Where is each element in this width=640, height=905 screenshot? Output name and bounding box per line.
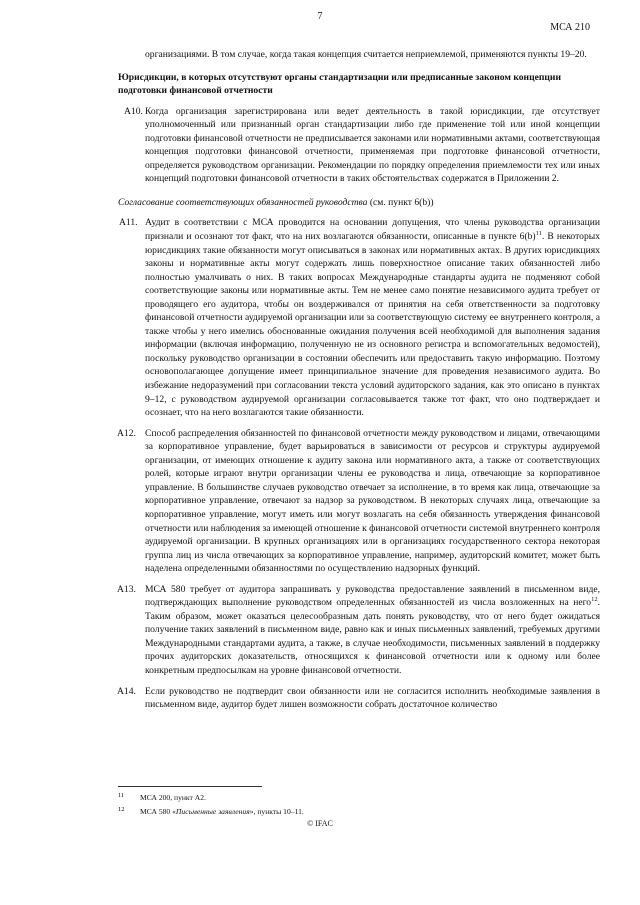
- document-code: МСА 210: [550, 22, 590, 33]
- paragraph-a10: [124, 105, 600, 186]
- section-heading: Юрисдикции, в которых отсутствуют органы стандартизации или предписанные законом концепции подготовки финансовой отчетности: [118, 71, 561, 97]
- paragraph-number: A12.: [117, 427, 136, 439]
- footnote-text: МСА 200, пункт A2.: [140, 793, 206, 802]
- copyright-notice: © IFAC: [307, 819, 333, 828]
- continued-paragraph: организациями. В том случае, когда такая концепция считается неприемлемой, применяются пункты 19–20.: [145, 49, 587, 60]
- paragraph-text: Если руководство не подтвердит свои обязанности или не согласится исполнить необходимые заявления в письменном виде, аудитор будет лишен возможности собрать достаточное количество: [145, 685, 600, 711]
- footnote-marker[interactable]: 11: [535, 230, 542, 238]
- paragraph-text: МСА 580 требует от аудитора запрашивать у руководства предоставление заявлений в письменном виде, подтверждающих выполнение руководством определенных обязанностей из числа возложенных на него: [145, 583, 600, 609]
- footnote-text: [140, 807, 304, 816]
- paragraph-text: Когда организация зарегистрирована или ведет деятельность в такой юрисдикции, где отсутствует уполномоченный или признанный орган стандартизации либо где применение той или иной концепции подготовки финансовой отчетности не предписывается законами или нормативными актами, соответствующая концепция подготовки финансовой отчетности, применяемая при подготовке финансовой отчетности, определяется руководством организации. Рекомендации по порядку определения приемлемости тех или иных концепций подготовки финансовой отчетности в таких обстоятельствах содержатся в Приложении 2.: [145, 105, 600, 185]
- paragraph-a14: [117, 685, 600, 712]
- subsection-reference: (см. пункт 6(b)): [367, 196, 434, 208]
- footnote-number: 11: [118, 792, 125, 799]
- footnote-number: 12: [118, 806, 125, 813]
- paragraph-number: A10.: [124, 105, 143, 117]
- paragraph-text-continued: . Таким образом, может оказаться целесообразным дать понять руководству, что от него будет ожидаться получение таких заявлений в письменном виде, равно как и иных письменных заявлений, требуемых другими Международными стандартами аудита, а также, в случае необходимости, письменных заявлений в поддержку прочих аудиторских доказательств, относящихся к финансовой отчетности или к одному или более конкретным предпосылкам на уровне финансовой отчетности.: [145, 597, 600, 676]
- footnote-text-prefix: МСА 580 «: [140, 807, 176, 816]
- footnote-separator: [118, 786, 262, 787]
- paragraph-text: Способ распределения обязанностей по финансовой отчетности между руководством и лицами, отвечающими за корпоративное управление, будет варьироваться в зависимости от ресурсов и структуры аудируемой организации, от имеющих отношение к аудиту закона или нормативного акта, а также от соответствующих ролей, которые играют внутри организации члены ее руководства и лица, отвечающие за корпоративное управление. В большинстве случаев руководство отвечает за исполнение, в то время как лица, отвечающие за корпоративное управление, отвечают за надзор за руководством. В некоторых случаях лица, отвечающие за корпоративное управление, могут иметь или могут возлагать на себя обязанность утверждения финансовой отчетности или наблюдения за имеющей отношение к финансовой отчетности системой внутреннего контроля аудируемой организации. В крупных организациях или в организациях государственного сектора некоторая группа лиц из числа отвечающих за корпоративное управление, например, аудиторский комитет, может быть наделена определенными обязанностями по осуществлению надзорных функций.: [145, 427, 600, 575]
- paragraph-number: A14.: [117, 685, 136, 697]
- paragraph-a13: [117, 583, 600, 678]
- paragraph-text: Аудит в соответствии с МСА проводится на основании допущения, что члены руководства организации признали и осознают тот факт, что на них возлагаются обязанности, описанные в пункте 6(b): [145, 217, 600, 243]
- paragraph-a11: [119, 216, 601, 419]
- footnote-marker[interactable]: 12: [591, 596, 598, 604]
- footnote-title: Письменные заявления: [175, 807, 250, 816]
- paragraph-a12: [117, 427, 600, 576]
- paragraph-number: A11.: [119, 217, 138, 229]
- document-body: [0, 48, 640, 712]
- page-number: 7: [317, 11, 323, 22]
- subsection-title: Согласование соответствующих обязанностей руководства: [118, 196, 368, 208]
- subsection-heading: [118, 196, 600, 210]
- paragraph-text-continued: . В некоторых юрисдикциях такие обязанности могут описываться в законах или нормативных актах. В других юрисдикциях законы и нормативные акты могут содержать лишь поверхностное описание таких обязанностей либо полностью умалчивать о них. В таких вопросах Международные стандарты аудита не подменяют собой соответствующие законы или нормативные акты. Тем не менее само понятие независимого аудита требует от проводящего его аудитора, чтобы он воздерживался от принятия на себя ответственности за подготовку финансовой отчетности аудируемой организации или за соответствующую систему ее внутреннего контроля, а также чтобы у него имелись обоснованные ожидания получения всей необходимой для выполнения задания информации (включая информацию, полученную не из основного регистра и вспомогательных ведомостей), поскольку руководство организации в состоянии обеспечить или предоставить такую информацию. Поэтому основополагающее допущение имеет принципиальное значение для проведения независимого аудита. Во избежание недоразумений при согласовании текста условий аудиторского задания, как это описано в пунктах 9–12, с руководством аудируемой организации согласовывается также тот факт, что оно подтверждает и осознает, что на него возлагаются такие обязанности.: [145, 231, 601, 419]
- footnote-text-suffix: », пункты 10–11.: [249, 807, 304, 816]
- paragraph-number: A13.: [117, 583, 136, 595]
